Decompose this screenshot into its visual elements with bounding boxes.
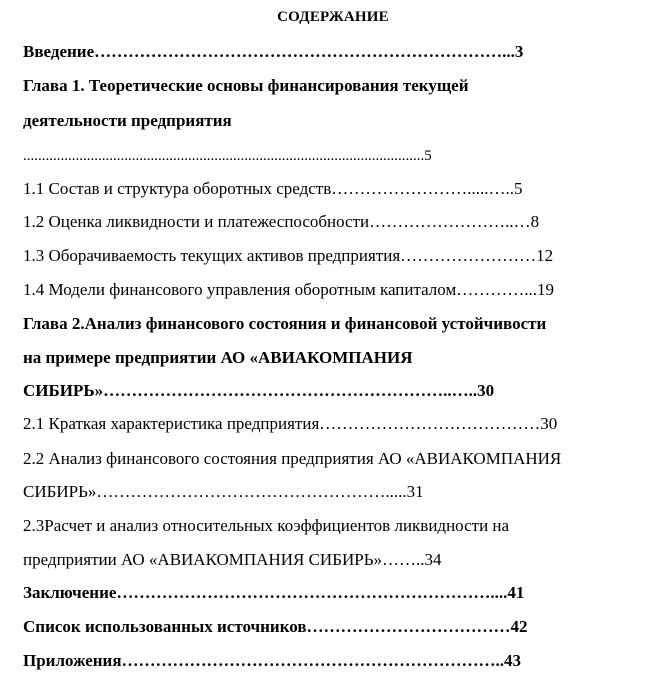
toc-line-introduction: Введение………………………………………………………………...3 (23, 42, 524, 61)
toc-line-chapter2-heading-end: СИБИРЬ»……………………………………………………..…..30 (23, 381, 495, 400)
toc-line-section-1-3: 1.3 Оборачиваемость текущих активов предприятия……………………12 (23, 246, 554, 265)
toc-line-chapter1-heading-cont: деятельности предприятия (23, 111, 232, 130)
toc-title: СОДЕРЖАНИЕ (277, 9, 389, 25)
toc-line-chapter2-heading-cont: на примере предприятии АО «АВИАКОМПАНИЯ (23, 348, 413, 367)
toc-line-section-2-2: 2.2 Анализ финансового состояния предприятия АО «АВИАКОМПАНИЯ (23, 449, 562, 468)
toc-line-chapter2-heading: Глава 2.Анализ финансового состояния и финансовой устойчивости (23, 314, 547, 333)
toc-line-section-2-3-cont: предприятии АО «АВИАКОМПАНИЯ СИБИРЬ»……..34 (23, 550, 442, 569)
toc-line-section-2-3: 2.3Расчет и анализ относительных коэффициентов ликвидности на (23, 516, 510, 535)
toc-line-chapter1-heading: Глава 1. Теоретические основы финансирования текущей (23, 76, 469, 95)
toc-line-chapter1-leader: ...........................................................................................................5 (23, 148, 432, 164)
toc-line-section-1-1: 1.1 Состав и структура оборотных средств…………………….....…..5 (23, 179, 523, 198)
toc-line-section-1-4: 1.4 Модели финансового управления оборотным капиталом…………...19 (23, 280, 554, 299)
toc-line-section-1-2: 1.2 Оценка ликвидности и платежеспособности……………………..…8 (23, 212, 540, 231)
toc-line-references: Список использованных источников………………………………42 (23, 617, 528, 636)
toc-line-appendices: Приложения…………………………………………………………..43 (23, 651, 522, 670)
toc-line-section-2-1: 2.1 Краткая характеристика предприятия…………………………………30 (23, 414, 558, 433)
toc-line-conclusion: Заключение…………………………………………………………....41 (23, 583, 525, 602)
toc-line-section-2-2-cont: СИБИРЬ»…………………………………………….....31 (23, 482, 424, 501)
